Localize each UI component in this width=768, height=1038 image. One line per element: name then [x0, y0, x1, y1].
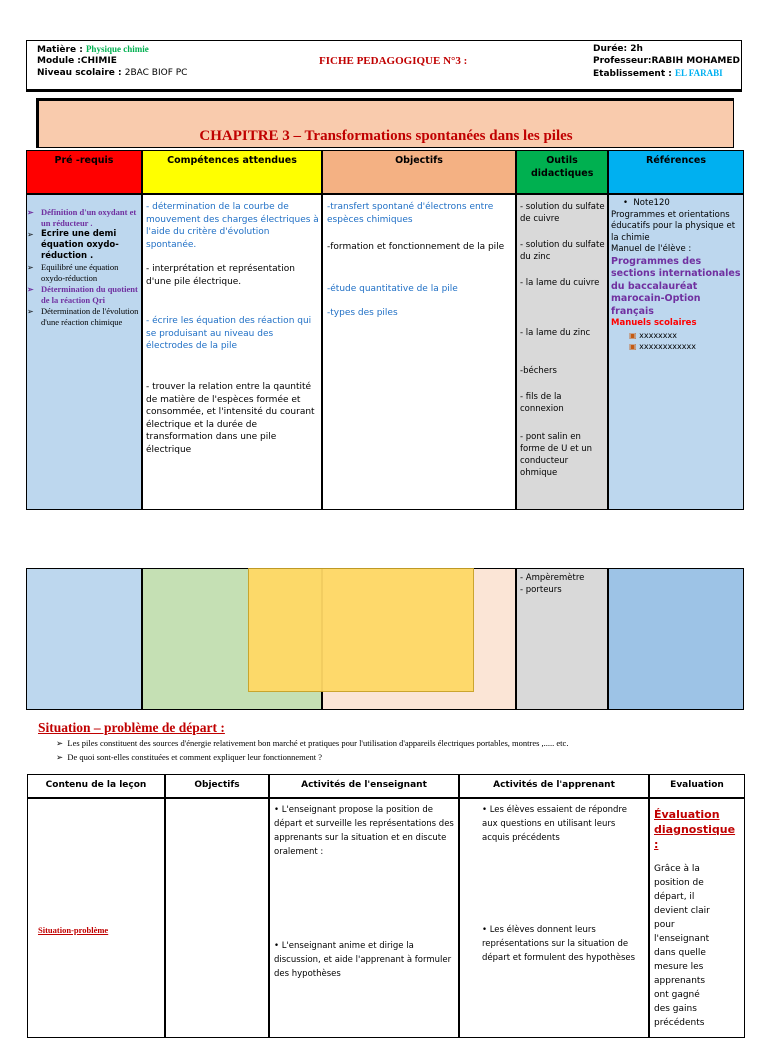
lesson-cell-contenu — [27, 798, 165, 1038]
reference-note: • Note120 — [623, 198, 670, 208]
outil-item: - la lame du zinc — [520, 328, 591, 338]
outil-item: - fils de la connexion — [520, 392, 564, 414]
outil-item: - porteurs — [520, 585, 562, 595]
matiere-value: Physique chimie — [85, 44, 149, 54]
prerequis-item: ➢ Equilibré une équation oxydo-réduction — [27, 262, 139, 284]
competence-item: - écrire les équation des réaction qui se produisant au niveau des électrodes de la pile — [146, 316, 312, 351]
reference-manuels: Manuels scolaires — [611, 318, 697, 328]
outil-item: - solution du sulfate de cuivre — [520, 202, 605, 224]
competences-table — [26, 150, 744, 510]
lesson-cell-enseignant — [269, 798, 459, 1038]
competence-item: - trouver la relation entre la qauntité de matière de l'espèces formée et consommée, et l'intensité du courant électrique et la durée de transformation dans une pile électrique — [146, 382, 315, 455]
evaluation-title: Évaluation diagnostique : — [654, 808, 736, 851]
prerequis-item: ➢ Définition d'un oxydant et un réducteur . — [27, 207, 139, 229]
objectif-item: -transfert spontané d'électrons entre espèces chimiques — [327, 202, 494, 225]
niveau-label: Niveau scolaire : — [37, 68, 122, 78]
continuation-cell-prerequis — [26, 568, 142, 710]
outil-item: - solution du sulfate du zinc — [520, 240, 605, 262]
competence-item: - détermination de la courbe de mouvement des charges électriques à l'aide du critère d'évolution spontanée. — [146, 202, 319, 250]
fiche-title: FICHE PEDAGOGIQUE N°3 : — [319, 55, 468, 67]
header-references: Références — [608, 150, 744, 194]
duree: Durée: 2h — [593, 44, 643, 54]
header-competences: Compétences attendues — [142, 150, 322, 194]
objectif-item: -formation et fonctionnement de la pile — [327, 242, 505, 252]
reference-item — [611, 330, 742, 342]
outil-item: - Ampèremètre — [520, 573, 585, 583]
enseignant-activity: • L'enseignant anime et dirige la discussion, et aide l'apprenant à formuler des hypothèses — [274, 941, 452, 979]
sticky-note-shape — [248, 568, 474, 692]
lesson-header-evaluation: Evaluation — [649, 774, 745, 798]
situation-line-text: Les piles constituent des sources d'énergie relativement bon marché et pratiques pour l'utilisation d'appareils électriques portables, montres ,..... etc. — [67, 738, 569, 748]
matiere-label: Matière : — [37, 45, 83, 55]
prerequis-cell — [26, 194, 142, 510]
enseignant-activity: • L'enseignant propose la position de départ et surveille les représentations des apprenants sur la situation et en discute oralement : — [274, 805, 454, 857]
situation-line — [56, 738, 756, 749]
chapter-title: CHAPITRE 3 – Transformations spontanées dans les piles — [199, 128, 573, 144]
row-label-situation: Situation-problème — [38, 925, 109, 935]
outils-cell — [516, 194, 608, 510]
etab-label: Etablissement : — [593, 69, 672, 79]
chapter-banner — [36, 98, 734, 148]
bullet-icon: ▣ — [629, 342, 637, 351]
reference-item-text: xxxxxxxx — [639, 330, 677, 340]
outil-item: -béchers — [520, 366, 557, 376]
niveau-line — [37, 67, 187, 79]
document-header — [26, 40, 742, 92]
apprenant-activity: • Les élèves donnent leurs représentations sur la situation de départ et formulent des hypothèses — [482, 925, 636, 963]
outil-item: - la lame du cuivre — [520, 278, 600, 288]
lesson-header-enseignant: Activités de l'enseignant — [269, 774, 459, 798]
niveau-value: 2BAC BIOF PC — [124, 68, 188, 78]
competence-item: - interprétation et représentation d'une pile électrique. — [146, 264, 295, 287]
apprenant-activity: • Les élèves essaient de répondre aux questions en utilisant leurs acquis précédents — [482, 805, 627, 843]
lesson-header-contenu: Contenu de la leçon — [27, 774, 165, 798]
evaluation-text: Grâce à la position de départ, il devient clair pour l'enseignant dans quelle mesure les apprenants ont gagné des gains précédents — [654, 864, 710, 1028]
situation-line — [56, 752, 756, 763]
continuation-cell-outils — [516, 568, 608, 710]
prerequis-item: ➢ Détermination de l'évolution d'une réaction chimique — [27, 306, 139, 328]
outil-item: - pont salin en forme de U et un conducteur ohmique — [520, 432, 593, 478]
continuation-cell-references — [608, 568, 744, 710]
lesson-table — [27, 774, 745, 1028]
arrow-icon: ➢ — [56, 738, 64, 748]
prerequis-item: ➢ Ecrire une demi équation oxydo-réduction . — [27, 229, 139, 262]
reference-programmes: Programmes des sections internationales du baccalauréat marocain-Option français — [611, 255, 741, 317]
objectifs-cell — [322, 194, 516, 510]
lesson-cell-evaluation — [649, 798, 745, 1038]
header-outils: Outils didactiques — [516, 150, 608, 194]
situation-line-text: De quoi sont-elles constituées et comment expliquer leur fonctionnement ? — [67, 752, 323, 762]
module-line — [37, 55, 117, 67]
lesson-header-apprenant: Activités de l'apprenant — [459, 774, 649, 798]
prerequis-item: ➢ Détermination du quotient de la réaction Qri — [27, 284, 139, 306]
competences-cell — [142, 194, 322, 510]
etablissement-line — [593, 67, 723, 80]
situation-title: Situation – problème de départ : — [38, 720, 225, 735]
reference-item-text: xxxxxxxxxxxx — [639, 342, 696, 351]
header-prerequis: Pré -requis — [26, 150, 142, 194]
reference-item — [611, 341, 742, 353]
lesson-cell-apprenant — [459, 798, 649, 1038]
module-value: CHIMIE — [80, 56, 117, 66]
reference-line: Programmes et orientations éducatifs pour la physique et la chimie — [611, 209, 736, 243]
header-objectifs: Objectifs — [322, 150, 516, 194]
reference-line: Manuel de l'élève : — [611, 244, 692, 254]
reference-note-text: Note120 — [633, 198, 670, 208]
bullet-icon: ▣ — [629, 330, 637, 340]
objectif-item: -étude quantitative de la pile — [327, 284, 458, 294]
module-label: Module : — [37, 56, 81, 66]
lesson-header-objectifs: Objectifs — [165, 774, 269, 798]
etab-value: EL FARABI — [675, 68, 723, 78]
lesson-cell-objectifs — [165, 798, 269, 1038]
professeur: Professeur:RABIH MOHAMED — [593, 56, 740, 66]
references-cell — [608, 194, 744, 510]
arrow-icon: ➢ — [56, 752, 64, 762]
objectif-item: -types des piles — [327, 308, 398, 318]
